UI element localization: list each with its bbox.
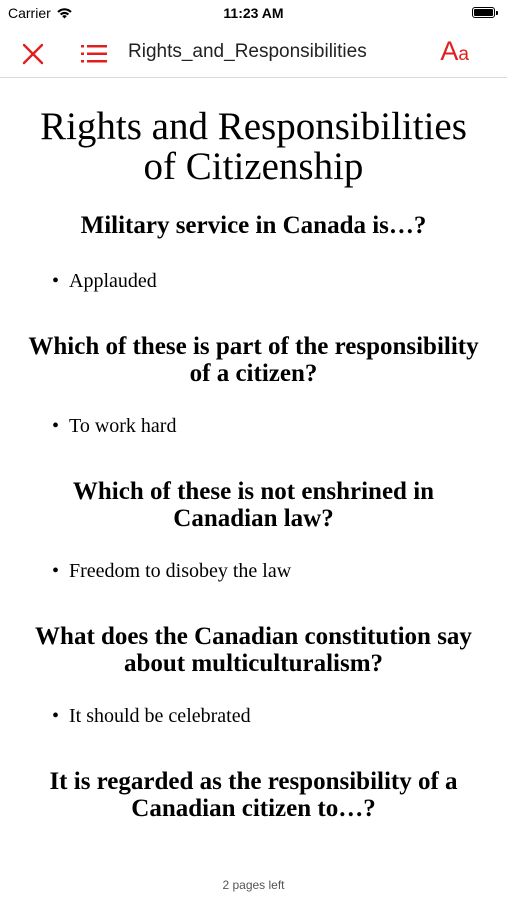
question-section <box>0 478 507 583</box>
reader-content[interactable] <box>0 79 507 870</box>
question-heading: Which of these is part of the responsibility of a citizen? <box>28 333 479 387</box>
answer-list <box>0 414 507 438</box>
pages-left-indicator: 2 pages left <box>222 878 285 892</box>
question-section <box>0 768 507 822</box>
font-size-small-glyph: a <box>458 44 469 65</box>
table-of-contents-button[interactable] <box>78 39 112 69</box>
question-section <box>0 212 507 293</box>
question-heading: It is regarded as the responsibility of a Canadian citizen to…? <box>49 768 458 822</box>
document-title: Rights_and_Responsibilities <box>128 41 367 62</box>
carrier-label: Carrier <box>8 5 51 21</box>
answer-list <box>0 269 507 293</box>
reader-toolbar <box>0 28 507 78</box>
close-icon <box>18 39 48 69</box>
question-heading: What does the Canadian constitution say about multiculturalism? <box>35 623 472 677</box>
page-title: Rights and Responsibilities of Citizenship <box>40 105 467 188</box>
question-heading: Which of these is not enshrined in Canadian law? <box>72 478 435 532</box>
question-heading: Military service in Canada is…? <box>80 212 427 239</box>
status-time: 11:23 AM <box>223 5 284 21</box>
answer-item: • To work hard <box>52 414 507 438</box>
font-settings-button[interactable] <box>440 36 469 67</box>
page-fade-overlay <box>0 842 507 870</box>
status-bar <box>0 0 507 28</box>
question-section <box>0 623 507 728</box>
answer-item: • Applauded <box>52 269 507 293</box>
battery-icon <box>472 7 495 18</box>
question-section <box>0 333 507 438</box>
answer-item: • Freedom to disobey the law <box>52 559 507 583</box>
answer-item: • It should be celebrated <box>52 704 507 728</box>
answer-list <box>0 559 507 583</box>
list-icon <box>78 39 112 69</box>
font-size-large-glyph: A <box>440 36 459 66</box>
close-button[interactable] <box>18 39 48 69</box>
answer-list <box>0 704 507 728</box>
